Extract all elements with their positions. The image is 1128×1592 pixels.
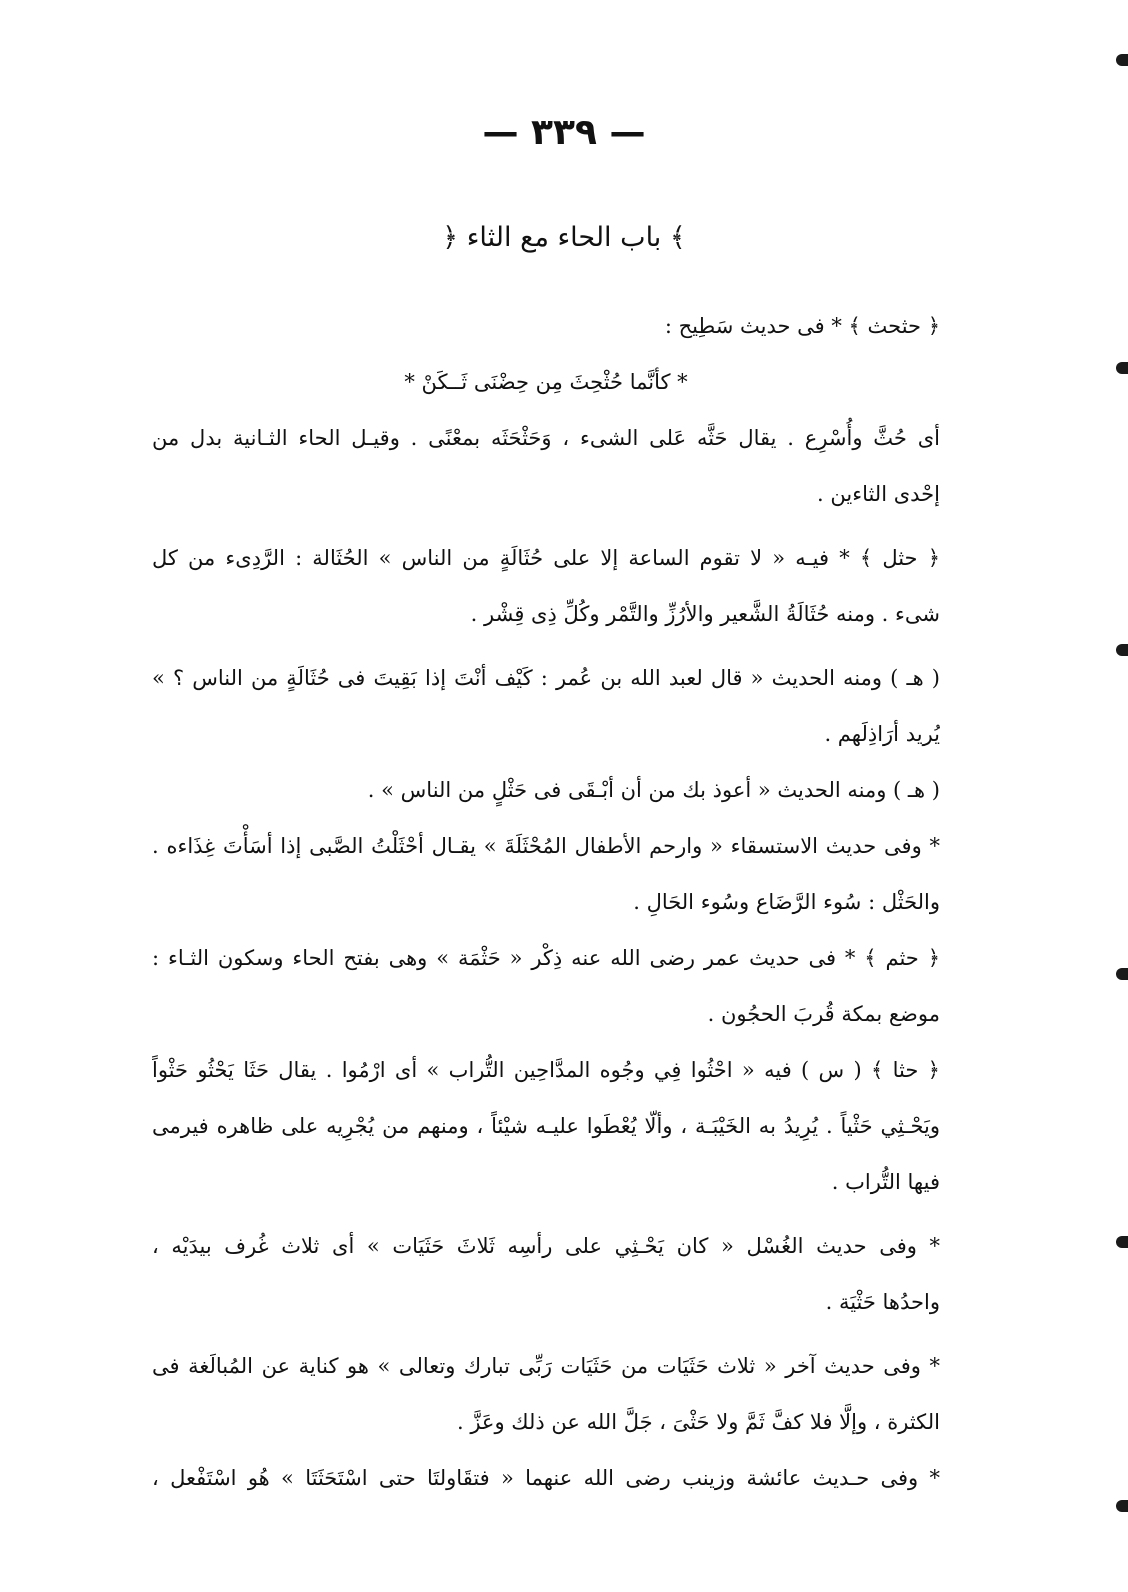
text-line: * وفى حديث آخر « ثلاث حَثَيَات من حَثَيَات رَبِّى تبارك وتعالى » هو كناية عن المُبالَغة فى [152,1354,940,1378]
text-line: شىء . ومنه حُثَالَةُ الشَّعير والأرُزِّ والتَّمْر وكُلِّ ذِى قِشْر . [470,602,940,626]
text-line: موضع بمكة قُربَ الحجُون . [707,1002,940,1026]
entry-hathhath-line: ﴿ حثحث ﴾ * فى حديث سَطِيح : [664,314,940,338]
poetry-verse: * كأنَّما حُثْحِثَ مِن حِضْنَى ثَــكَنْ * [404,370,688,394]
text-line: * وفى حديث الغُسْل « كان يَحْـثِي على رأسِه ثَلاثَ حَثَيَات » أى ثلاث غُرف بيدَيْه ، [152,1234,940,1258]
scan-edge-mark [1116,362,1128,374]
scan-edge-mark [1116,1500,1128,1512]
text-line: واحدُها حَثْيَة . [825,1290,940,1314]
body-text [152,298,940,1506]
text-line: إحْدى الثاءين . [817,482,940,506]
text-line: يُريد أرَاذِلَهم . [824,722,940,746]
text-line: والحَثْل : سُوء الرَّضَاع وسُوء الحَالِ . [633,890,940,914]
text-line: ( هـ ) ومنه الحديث « أعوذ بك من أن أبْـقَى فى حَثْلٍ من الناس » . [367,778,940,802]
scan-edge-mark [1116,968,1128,980]
text-line: الكثرة ، وإلَّا فلا كفَّ ثَمَّ ولا حَثْىَ ، جَلَّ الله عن ذلك وعَزَّ . [456,1410,940,1434]
chapter-title: ﴿ باب الحاء مع الثاء ﴾ [442,222,686,253]
entry-hatha-line: ﴿ حثا ﴾ ( س ) فيه « احْثُوا فِي وجُوه المدَّاحِين التُّراب » أى ارْمُوا . يقال حَثَا يَحْثُو حَثْواً [152,1058,940,1082]
entry-hathm-line: ﴿ حثم ﴾ * فى حديث عمر رضى الله عنه ذِكْر « حَثْمَة » وهى بفتح الحاء وسكون الثـاء : [152,946,940,970]
entry-hathl-line: ﴿ حثل ﴾ * فيـه « لا تقوم الساعة إلا على حُثَالَةٍ من الناس » الحُثَالة : الرَّدِىء من كل [152,546,940,570]
text-line: فيها التُّراب . [831,1170,940,1194]
text-line: ويَحْـثِي حَثْياً . يُرِيدُ به الخَيْبَـة ، وألّا يُعْطَوا عليـه شيْئاً ، ومنهم من يُجْرِيه على ظاهره فيرمى [152,1114,940,1138]
text-line: * وفى حديث الاستسقاء « وارحم الأطفال المُحْثَلَةَ » يقـال أحْثَلْتُ الصَّبى إذا أسَأْتَ غِذَاءه . [152,834,940,858]
scan-edge-mark [1116,54,1128,66]
text-line: ( هـ ) ومنه الحديث « قال لعبد الله بن عُمر : كَيْف أنْتَ إذا بَقِيتَ فى حُثَالَةٍ من الناس ؟ » [152,666,940,690]
page-number: — ٣٣٩ — [482,112,646,153]
scan-edge-mark [1116,1236,1128,1248]
scan-edge-mark [1116,644,1128,656]
text-line: أى حُثَّ وأُسْرِع . يقال حَثَّه عَلى الشىء ، وَحَثْحَثَه بمعْنًى . وقيـل الحاء الثـانية بدل من [152,426,940,450]
text-line: * وفى حـديث عائشة وزينب رضى الله عنهما « فتقَاولتَا حتى اسْتَحَثَتَا » هُو اسْتَفْعل ، [152,1466,940,1490]
